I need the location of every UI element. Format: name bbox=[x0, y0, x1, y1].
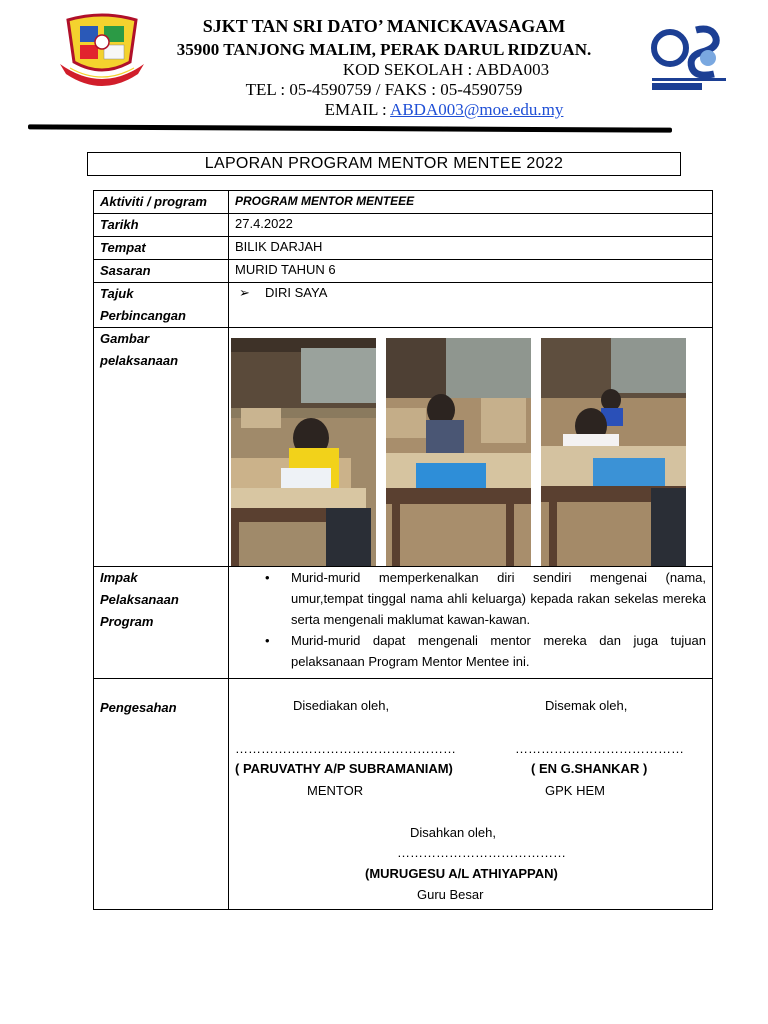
impact-cell bbox=[229, 567, 713, 679]
topic-label-line1: Tajuk bbox=[100, 286, 134, 301]
table-row bbox=[94, 328, 713, 567]
mentor-name: ( PARUVATHY A/P SUBRAMANIAM) bbox=[235, 761, 453, 776]
impact-label-line3: Program bbox=[100, 614, 154, 629]
school-address: 35900 TANJONG MALIM, PERAK DARUL RIDZUAN. bbox=[176, 40, 592, 59]
activity-value: PROGRAM MENTOR MENTEEE bbox=[229, 191, 713, 214]
mentor-role: MENTOR bbox=[307, 783, 364, 798]
approval-label: Pengesahan bbox=[94, 679, 229, 910]
school-name: SJKT TAN SRI DATO’ MANICKAVASAGAM bbox=[202, 16, 566, 36]
table-row bbox=[94, 567, 713, 679]
topic-label-line2: Perbincangan bbox=[100, 308, 186, 323]
approval-cell bbox=[229, 679, 713, 910]
table-row bbox=[94, 191, 713, 214]
activity-label: Aktiviti / program bbox=[94, 191, 229, 214]
approved-by-label: Disahkan oleh, bbox=[410, 825, 496, 840]
checker-role: GPK HEM bbox=[545, 783, 605, 798]
impact-label bbox=[94, 567, 229, 679]
date-value: 27.4.2022 bbox=[229, 214, 713, 237]
impact-item-1: • Murid-murid memperkenalkan diri sendiri mengenai (nama, umur,tempat tinggal nama ahli keluarga) kepada rakan sekelas mereka serta mengenali maklumat kawan-kawan. bbox=[257, 567, 706, 630]
place-label: Tempat bbox=[94, 237, 229, 260]
date-label: Tarikh bbox=[94, 214, 229, 237]
checked-by-label: Disemak oleh, bbox=[545, 698, 628, 713]
photos-cell bbox=[229, 328, 713, 567]
email-line bbox=[0, 100, 768, 120]
place-value: BILIK DARJAH bbox=[229, 237, 713, 260]
impact-list bbox=[235, 567, 706, 672]
report-title: LAPORAN PROGRAM MENTOR MENTEE 2022 bbox=[87, 152, 681, 176]
school-code: KOD SEKOLAH : ABDA003 bbox=[342, 60, 550, 79]
photos-label bbox=[94, 328, 229, 567]
email-label: EMAIL : bbox=[324, 100, 391, 119]
impact-item-2: • Murid-murid dapat mengenali mentor mereka dan juga tujuan pelaksanaan Program Mentor Mentee ini. bbox=[257, 630, 706, 672]
email-link[interactable]: ABDA003@moe.edu.my bbox=[390, 100, 564, 119]
header-divider bbox=[28, 124, 672, 132]
classroom-photo-1 bbox=[231, 338, 376, 566]
table-row bbox=[94, 237, 713, 260]
table-row bbox=[94, 260, 713, 283]
table-row bbox=[94, 283, 713, 328]
table-row bbox=[94, 214, 713, 237]
photo-gallery bbox=[229, 328, 712, 566]
topic-label bbox=[94, 283, 229, 328]
topic-value-cell bbox=[229, 283, 713, 328]
report-table bbox=[93, 190, 713, 910]
classroom-photo-2 bbox=[386, 338, 531, 566]
topic-value: DIRI SAYA bbox=[265, 285, 328, 300]
table-row bbox=[94, 679, 713, 910]
impact-label-line2: Pelaksanaan bbox=[100, 592, 179, 607]
head-signature-line: ………………………………… bbox=[397, 845, 566, 860]
target-value: MURID TAHUN 6 bbox=[229, 260, 713, 283]
phone-fax: TEL : 05-4590759 / FAKS : 05-4590759 bbox=[245, 80, 523, 99]
target-label: Sasaran bbox=[94, 260, 229, 283]
photos-label-line1: Gambar bbox=[100, 331, 150, 346]
signature-block bbox=[229, 679, 712, 909]
impact-label-line1: Impak bbox=[100, 570, 138, 585]
arrow-bullet-icon: ➢ bbox=[239, 285, 250, 300]
checker-signature-line: ………………………………… bbox=[515, 741, 684, 756]
headmaster-role: Guru Besar bbox=[417, 887, 484, 902]
checker-name: ( EN G.SHANKAR ) bbox=[531, 761, 648, 776]
headmaster-name: (MURUGESU A/L ATHIYAPPAN) bbox=[365, 866, 558, 881]
classroom-photo-3 bbox=[541, 338, 686, 566]
prepared-by-label: Disediakan oleh, bbox=[293, 698, 390, 713]
photos-label-line2: pelaksanaan bbox=[100, 353, 179, 368]
mentor-signature-line: …………………………………………… bbox=[235, 741, 456, 756]
